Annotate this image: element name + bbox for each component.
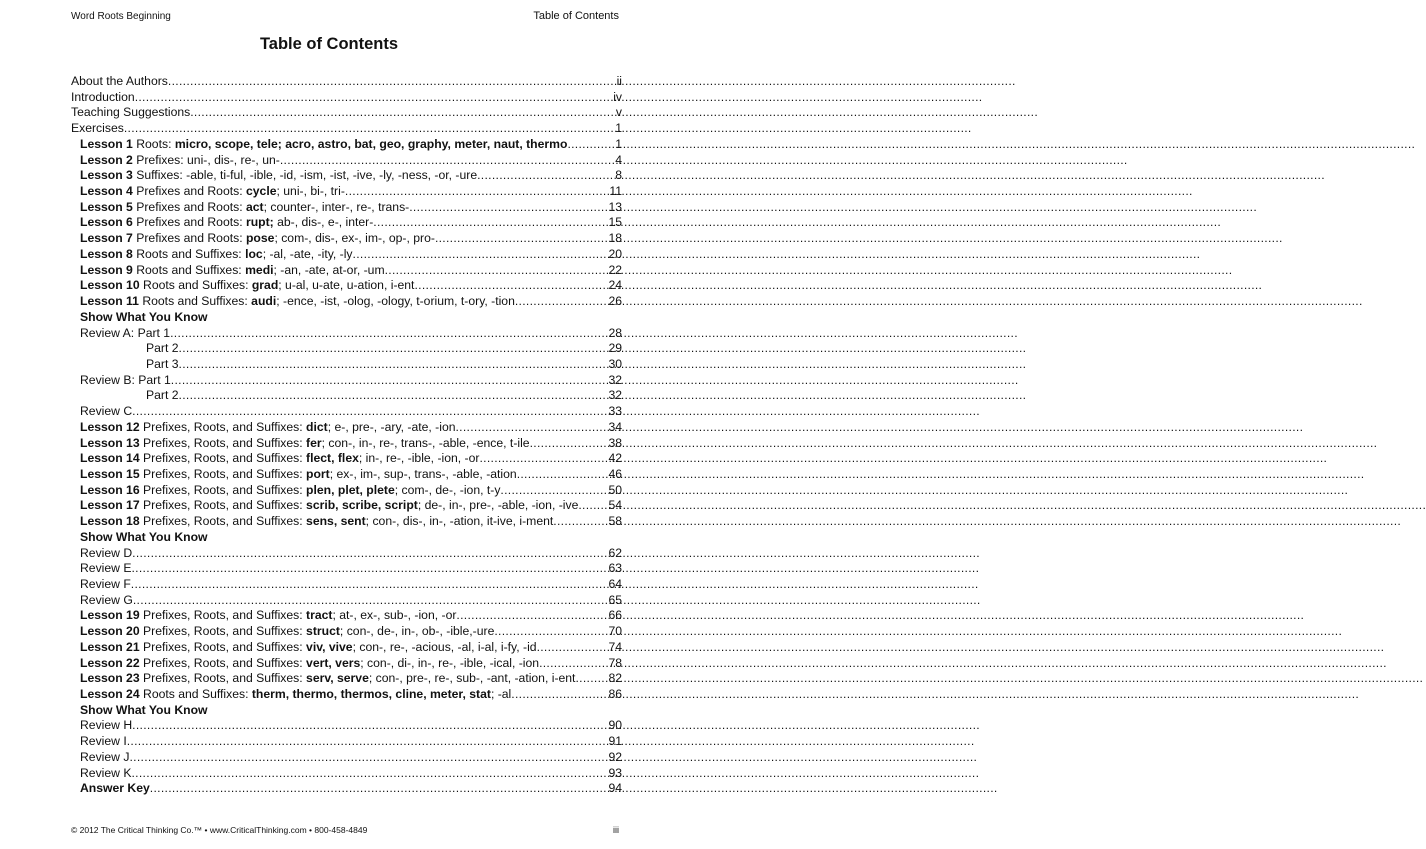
affixes: ab-, dis-, e-, inter-: [273, 215, 374, 230]
affixes: ; con-, re-, -acious, -al, i-al, i-fy, -id: [352, 639, 537, 654]
dot-leader: [179, 341, 609, 357]
toc-entry-label: [80, 215, 373, 231]
toc-entry-label: [80, 278, 414, 294]
toc-entry: [71, 373, 622, 389]
affixes: ; at-, ex-, sub-, -ion, -or: [332, 608, 457, 623]
toc-section-heading: [71, 703, 622, 719]
section-title: Show What You Know: [80, 702, 208, 717]
root-words: sens, sent: [306, 514, 366, 529]
entry-text: Introduction: [71, 89, 135, 104]
toc-entry: [71, 184, 622, 200]
page-number: iv: [613, 89, 622, 104]
section-title: Show What You Know: [80, 309, 208, 324]
entry-text: Roots and Suffixes:: [132, 246, 246, 261]
affixes: ; de-, in-, pre-, -able, -ion, -ive: [417, 498, 579, 513]
entry-text: Prefixes, Roots, and Suffixes:: [139, 624, 307, 639]
entry-text: Prefixes, Roots, and Suffixes:: [139, 514, 307, 529]
affixes: ; con-, dis-, in-, -ation, it-ive, i-ment: [365, 514, 554, 529]
root-words: viv, vive: [306, 639, 353, 654]
toc-entry-label: [80, 153, 280, 169]
footer-copyright: © 2012 The Critical Thinking Co.™ • www.CriticalThinking.com • 800-458-4849: [71, 825, 368, 835]
entry-text: Exercises: [71, 121, 124, 136]
entry-text: Part 3: [146, 356, 179, 371]
lesson-number: Lesson 4: [80, 184, 133, 199]
entry-text: Roots:: [132, 136, 175, 151]
toc-entry-label: [80, 436, 530, 452]
page-number: 91: [608, 734, 622, 749]
root-words: vert, vers: [306, 655, 361, 670]
page-number: 28: [608, 325, 622, 340]
page-number: 15: [608, 215, 622, 230]
toc-entry-label: [80, 231, 435, 247]
root-words: pose: [245, 231, 275, 246]
entry-text: Review A: Part 1: [80, 325, 171, 340]
toc-entry-label: [80, 640, 537, 656]
root-words: medi: [245, 262, 274, 277]
toc-entry-label: [80, 514, 553, 530]
page-number: 62: [608, 545, 622, 560]
page-number: 34: [608, 419, 622, 434]
dot-leader: [385, 263, 609, 279]
toc-entry: [71, 105, 622, 121]
toc-entry: [71, 766, 622, 782]
entry-text: Prefixes, Roots, and Suffixes:: [139, 419, 307, 434]
lesson-number: Lesson 23: [80, 671, 140, 686]
affixes: ; in-, re-, -ible, -ion, -or: [358, 451, 480, 466]
toc-entry-label: [80, 294, 515, 310]
affixes: ; uni-, bi-, tri-: [276, 184, 345, 199]
toc-entry: [71, 153, 622, 169]
toc-entry: [71, 215, 622, 231]
page-number: 1: [615, 121, 622, 136]
root-words: cycle: [245, 184, 277, 199]
entry-text: Review K: [80, 765, 132, 780]
page-number: 46: [608, 466, 622, 481]
toc-entry-label: [80, 766, 131, 782]
dot-leader: [190, 105, 616, 121]
toc-entry-label: [80, 593, 133, 609]
entry-text: Prefixes, Roots, and Suffixes:: [139, 608, 307, 623]
page-number: 22: [608, 262, 622, 277]
toc-entry: [71, 608, 622, 624]
lesson-number: Lesson 20: [80, 624, 140, 639]
toc-entry: [71, 74, 622, 90]
root-words: port: [306, 466, 330, 481]
lesson-number: Lesson 10: [80, 278, 140, 293]
toc-entry: [71, 561, 622, 577]
lesson-number: Lesson 3: [80, 168, 133, 183]
toc-entry: [71, 640, 622, 656]
entry-text: Review G: [80, 592, 133, 607]
page-number: 8: [615, 168, 622, 183]
entry-text: Prefixes and Roots:: [132, 215, 246, 230]
entry-text: Part 2: [146, 341, 179, 356]
lesson-number: Lesson 17: [80, 498, 140, 513]
running-header-right: Table of Contents: [533, 10, 619, 22]
affixes: ; con-, in-, re-, trans-, -able, -ence, t-ile: [321, 435, 530, 450]
dot-leader: [409, 200, 608, 216]
entry-text: Prefixes, Roots, and Suffixes:: [139, 655, 307, 670]
entry-text: Review H: [80, 718, 133, 733]
toc-entry: [71, 593, 622, 609]
toc-entry-label: [80, 137, 567, 153]
toc-entry: [71, 137, 622, 153]
toc-entry-label: [80, 561, 131, 577]
toc-entry-label: [71, 121, 124, 137]
page-number: 32: [608, 388, 622, 403]
section-title: Show What You Know: [80, 529, 208, 544]
lesson-number: Lesson 24: [80, 687, 140, 702]
page-number: 29: [608, 341, 622, 356]
toc-entry: [71, 168, 622, 184]
dot-leader: [567, 137, 615, 153]
toc-entry: [71, 718, 622, 734]
dot-leader: [171, 373, 609, 389]
toc-entry: [71, 90, 622, 106]
dot-leader: [479, 451, 608, 467]
toc-entry-label: [146, 357, 179, 373]
toc-entry-label: [80, 608, 456, 624]
root-words: audi: [251, 294, 277, 309]
toc-entry: [71, 278, 622, 294]
dot-leader: [539, 656, 608, 672]
lesson-number: Lesson 5: [80, 199, 133, 214]
toc-entry-label: [80, 420, 456, 436]
toc-entry-label: [80, 546, 132, 562]
page-number: 24: [608, 278, 622, 293]
page-number: 18: [608, 231, 622, 246]
toc-entry: [71, 231, 622, 247]
page-number: 4: [615, 152, 622, 167]
toc-entry-label: [80, 687, 511, 703]
affixes: ; -ence, -ist, -olog, -ology, t-orium, t-ory, -tion: [276, 294, 515, 309]
page-number: 20: [608, 246, 622, 261]
lesson-number: Lesson 13: [80, 435, 140, 450]
lesson-number: Lesson 12: [80, 419, 140, 434]
root-words: micro, scope, tele; acro, astro, bat, geo, graphy, meter, naut, thermo: [174, 136, 568, 151]
page-number: 13: [608, 199, 622, 214]
toc-entry: [71, 546, 622, 562]
root-words: tract: [306, 608, 333, 623]
toc-entry-label: [80, 734, 127, 750]
page-number: 63: [608, 561, 622, 576]
entry-text: Prefixes, Roots, and Suffixes:: [139, 482, 307, 497]
toc-entry-label: [80, 577, 131, 593]
dot-leader: [511, 687, 608, 703]
dot-leader: [517, 467, 609, 483]
entry-text: About the Authors: [71, 74, 168, 88]
page-number: 94: [608, 781, 622, 796]
lesson-number: Lesson 7: [80, 231, 133, 246]
affixes: ; -al: [490, 687, 512, 702]
lesson-number: Lesson 18: [80, 514, 140, 529]
toc-entry-label: [146, 341, 179, 357]
toc-section-heading: [71, 310, 622, 326]
dot-leader: [456, 420, 609, 436]
toc-entry-label: [71, 74, 168, 90]
lesson-number: Lesson 11: [80, 294, 139, 309]
toc-entry: [71, 326, 622, 342]
toc-entry: [71, 263, 622, 279]
entry-text: Prefixes and Roots:: [132, 231, 246, 246]
dot-leader: [575, 671, 608, 687]
page-number: 30: [608, 356, 622, 371]
page-number: 74: [608, 639, 622, 654]
entry-text: Prefixes, Roots, and Suffixes:: [139, 466, 307, 481]
toc-entry: [71, 483, 622, 499]
dot-leader: [373, 215, 608, 231]
toc-entry-label: [80, 671, 575, 687]
dot-leader: [530, 436, 609, 452]
page-number: 78: [608, 655, 622, 670]
dot-leader: [127, 734, 609, 750]
page-number: 1: [615, 136, 622, 151]
page-number: 33: [608, 404, 622, 419]
toc-entry: [71, 687, 622, 703]
affixes: ; con-, de-, in-, ob-, -ible,-ure: [339, 624, 495, 639]
dot-leader: [477, 168, 615, 184]
dot-leader: [553, 514, 608, 530]
affixes: ; -an, -ate, at-or, -um: [273, 262, 385, 277]
toc-entry: [71, 577, 622, 593]
page-number: v: [615, 105, 622, 120]
toc-entry: [71, 121, 622, 137]
toc-entry: [71, 247, 622, 263]
lesson-number: Lesson 22: [80, 655, 140, 670]
page-title: Table of Contents: [259, 35, 399, 53]
toc-entry-label: [80, 483, 500, 499]
page-number: 64: [608, 577, 622, 591]
toc-entry-label: [80, 467, 517, 483]
entry-text: Roots and Suffixes:: [139, 687, 252, 702]
root-words: struct: [306, 624, 340, 639]
page-number: 38: [608, 435, 622, 450]
dot-leader: [179, 357, 609, 373]
entry-text: Review C: [80, 404, 133, 419]
lesson-number: Lesson 2: [80, 152, 133, 167]
root-words: dict: [306, 419, 328, 434]
toc-entry-label: [80, 624, 494, 640]
toc-entry: [71, 514, 622, 530]
entry-text: Teaching Suggestions: [71, 105, 191, 120]
lesson-number: Lesson 21: [80, 639, 140, 654]
page-number: 26: [608, 294, 622, 309]
toc-entry-label: [80, 498, 578, 514]
dot-leader: [124, 121, 615, 137]
toc-entry: [71, 420, 622, 436]
page-number: 82: [608, 671, 622, 686]
page-number: 58: [608, 514, 622, 529]
entry-text: Prefixes, Roots, and Suffixes:: [139, 639, 307, 654]
dot-leader: [131, 561, 608, 577]
dot-leader: [345, 184, 609, 200]
toc-entry: [71, 357, 622, 373]
toc-entry-label: [71, 90, 135, 106]
toc-entry: [71, 656, 622, 672]
entry-text: Review B: Part 1: [80, 372, 171, 387]
toc-entry: [71, 294, 622, 310]
page-number: 42: [608, 451, 622, 466]
page-number: 65: [608, 592, 622, 607]
affixes: ; counter-, inter-, re-, trans-: [263, 199, 410, 214]
root-words: flect, flex: [306, 451, 359, 466]
toc-entry-label: [80, 263, 385, 279]
dot-leader: [135, 90, 614, 106]
dot-leader: [280, 153, 615, 169]
entry-text: Prefixes and Roots:: [132, 199, 246, 214]
dot-leader: [435, 231, 609, 247]
toc-entry: [71, 404, 622, 420]
dot-leader: [131, 766, 608, 782]
toc-entry-label: [80, 168, 477, 184]
root-words: scrib, scribe, script: [306, 498, 418, 513]
page-number: 86: [608, 687, 622, 702]
entry-text: Review J: [80, 749, 130, 764]
dot-leader: [537, 640, 609, 656]
dot-leader: [131, 577, 609, 593]
entry-text: Prefixes, Roots, and Suffixes:: [139, 498, 307, 513]
toc-entry-label: [80, 656, 539, 672]
dot-leader: [494, 624, 608, 640]
entry-text: Part 2: [146, 388, 179, 403]
affixes: ; com-, de-, -ion, t-y: [394, 482, 501, 497]
entry-text: Prefixes, Roots, and Suffixes:: [139, 435, 307, 450]
answer-key-label: Answer Key: [80, 781, 150, 796]
entry-text: Roots and Suffixes:: [138, 294, 252, 309]
affixes: ; -al, -ate, -ity, -ly: [262, 246, 353, 261]
toc-entry-label: [80, 184, 345, 200]
lesson-number: Lesson 1: [80, 136, 133, 151]
dot-leader: [133, 593, 609, 609]
toc-entry: [71, 436, 622, 452]
toc-entry: [71, 671, 622, 687]
toc-section-heading: [71, 530, 622, 546]
lesson-number: Lesson 16: [80, 482, 140, 497]
affixes: ; ex-, im-, sup-, trans-, -able, -ation: [329, 466, 517, 481]
toc-entry: [71, 781, 622, 797]
entry-text: Review E: [80, 561, 132, 576]
toc-entry-label: [80, 247, 353, 263]
dot-leader: [170, 326, 608, 342]
affixes: ; e-, pre-, -ary, -ate, -ion: [327, 419, 456, 434]
dot-leader: [168, 74, 617, 90]
toc-entry-label: [80, 200, 409, 216]
affixes: ; con-, pre-, re-, sub-, -ant, -ation, i-ent: [368, 671, 576, 686]
toc-entry-label: [80, 451, 479, 467]
root-words: loc: [245, 246, 263, 261]
root-words: fer: [306, 435, 322, 450]
page-number: 66: [608, 608, 622, 623]
page-number: 70: [608, 624, 622, 639]
page-number: 11: [609, 184, 622, 199]
page-number: 54: [608, 498, 622, 513]
dot-leader: [414, 278, 608, 294]
table-of-contents: [71, 74, 622, 797]
toc-entry: [71, 200, 622, 216]
dot-leader: [456, 608, 608, 624]
affixes: ; con-, di-, in-, re-, -ible, -ical, -ion: [360, 655, 540, 670]
root-words: plen, plet, plete: [306, 482, 395, 497]
root-words: grad: [251, 278, 279, 293]
dot-leader: [132, 404, 608, 420]
affixes: ; u-al, u-ate, u-ation, i-ent: [278, 278, 415, 293]
toc-entry-label: [80, 404, 132, 420]
page-number: 32: [608, 372, 622, 387]
entry-text: Prefixes, Roots, and Suffixes:: [139, 451, 307, 466]
toc-entry-label: [80, 373, 171, 389]
lesson-number: Lesson 6: [80, 215, 133, 230]
toc-entry-label: [80, 781, 150, 797]
dot-leader: [179, 388, 609, 404]
toc-entry-label: [146, 388, 179, 404]
entry-text: Prefixes: uni-, dis-, re-, un-: [132, 152, 280, 167]
lesson-number: Lesson 15: [80, 466, 140, 481]
entry-text: Roots and Suffixes:: [132, 262, 246, 277]
page-number: 93: [608, 765, 622, 780]
root-words: serv, serve: [306, 671, 369, 686]
dot-leader: [132, 718, 608, 734]
dot-leader: [129, 750, 608, 766]
dot-leader: [132, 546, 608, 562]
root-words: rupt;: [245, 215, 274, 230]
entry-text: Prefixes and Roots:: [132, 184, 246, 199]
entry-text: Prefixes, Roots, and Suffixes:: [139, 671, 307, 686]
dot-leader: [500, 483, 608, 499]
lesson-number: Lesson 14: [80, 451, 140, 466]
footer-page-number: iii: [613, 825, 619, 835]
running-header-left: Word Roots Beginning: [71, 11, 171, 22]
dot-leader: [353, 247, 609, 263]
toc-entry-label: [80, 750, 129, 766]
toc-entry: [71, 341, 622, 357]
entry-text: Review F: [80, 577, 131, 591]
toc-entry: [71, 467, 622, 483]
entry-text: Review I: [80, 734, 127, 749]
toc-entry: [71, 498, 622, 514]
page-number: 92: [608, 749, 622, 764]
toc-entry-label: [71, 105, 190, 121]
entry-text: Roots and Suffixes:: [139, 278, 252, 293]
entry-text: Suffixes: -able, ti-ful, -ible, -id, -ism, -ist, -ive, -ly, -ness, -or, -ure: [132, 168, 478, 183]
toc-entry-label: [80, 718, 132, 734]
root-words: act: [245, 199, 264, 214]
dot-leader: [515, 294, 609, 310]
lesson-number: Lesson 19: [80, 608, 140, 623]
toc-entry: [71, 451, 622, 467]
lesson-number: Lesson 9: [80, 262, 133, 277]
toc-entry: [71, 734, 622, 750]
toc-entry: [71, 750, 622, 766]
page-number: ii: [616, 74, 622, 88]
affixes: ; com-, dis-, ex-, im-, op-, pro-: [274, 231, 435, 246]
entry-text: Review D: [80, 545, 133, 560]
page-number: 50: [608, 482, 622, 497]
toc-entry-label: [80, 326, 170, 342]
root-words: therm, thermo, thermos, cline, meter, stat: [251, 687, 491, 702]
lesson-number: Lesson 8: [80, 246, 133, 261]
dot-leader: [150, 781, 609, 797]
dot-leader: [578, 498, 608, 514]
page-number: 90: [608, 718, 622, 733]
toc-entry: [71, 388, 622, 404]
toc-entry: [71, 624, 622, 640]
